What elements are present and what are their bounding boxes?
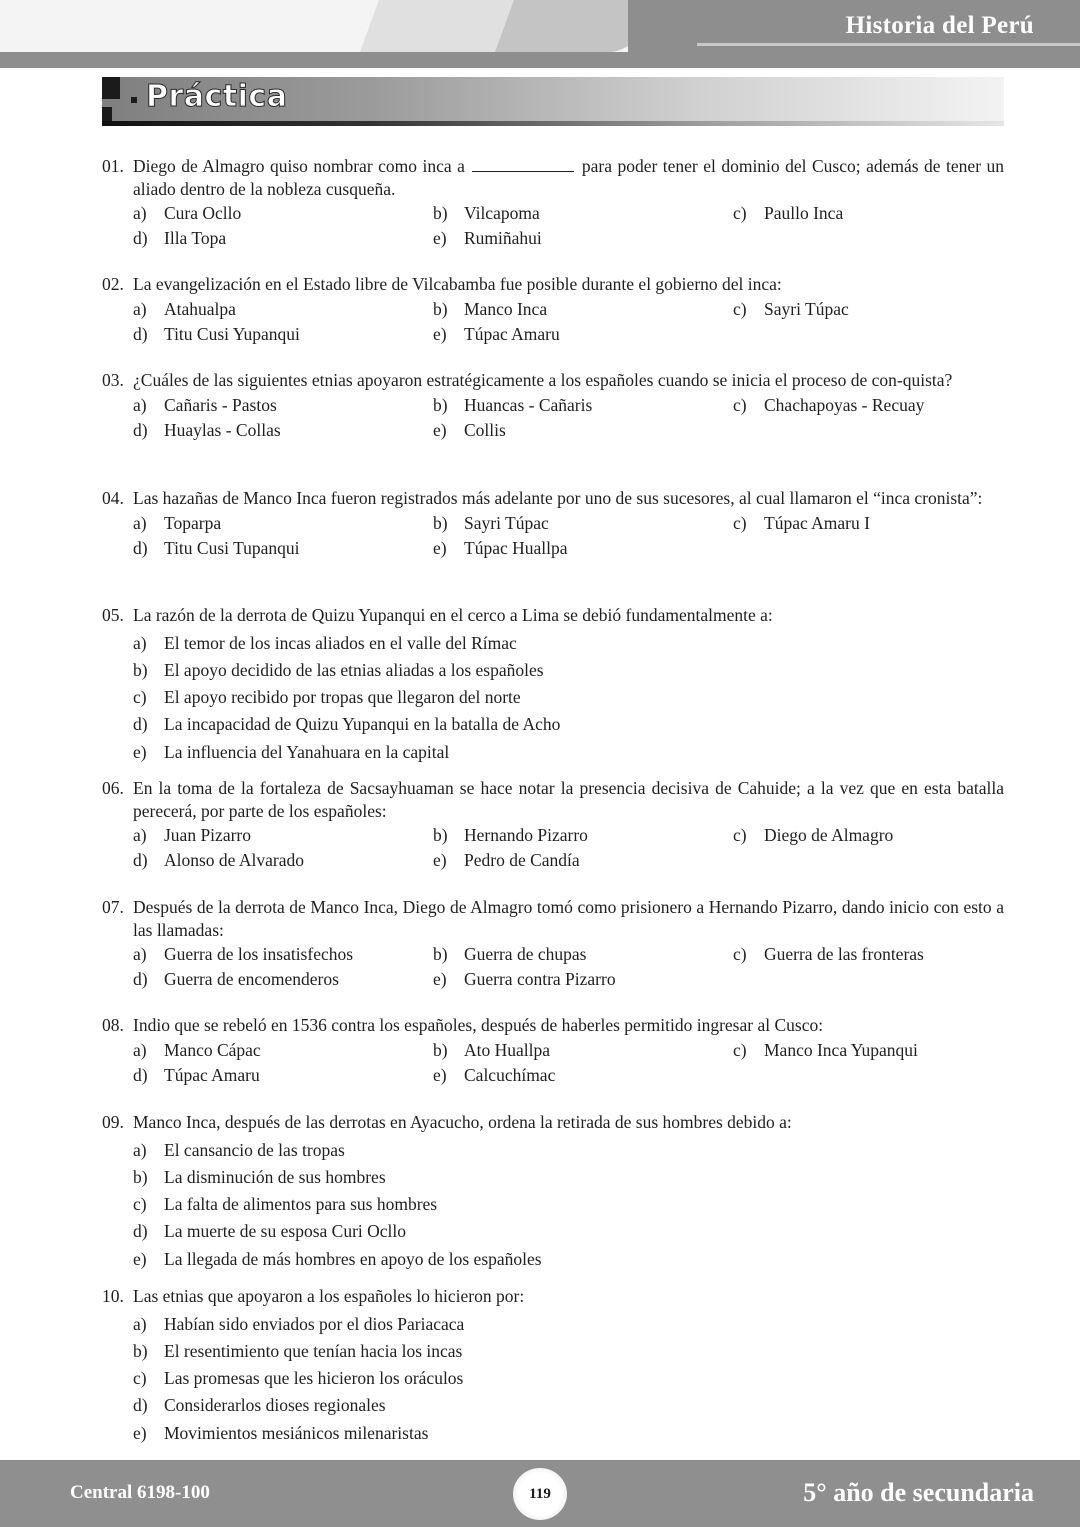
page-footer — [0, 1460, 1080, 1527]
option-letter: b) — [433, 203, 448, 223]
question-02 — [102, 273, 1004, 369]
option-text: Collis — [464, 419, 506, 440]
option-text: Túpac Amaru I — [764, 512, 870, 533]
option-e[interactable] — [433, 227, 733, 250]
option-text: Considerarlos dioses regionales — [164, 1395, 386, 1416]
bullet-icon — [131, 97, 137, 103]
option-letter: d) — [133, 850, 148, 870]
option-letter: e) — [433, 228, 447, 248]
option-letter: a) — [133, 512, 147, 533]
option-letter: b) — [433, 825, 448, 845]
question-text: Después de la derrota de Manco Inca, Diego de Almagro tomó como prisionero a Hernando Pizarro, dando inicio con esto a las llamadas: — [133, 897, 1004, 940]
option-letter: b) — [433, 394, 448, 415]
option-text: Habían sido enviados por el dios Pariacaca — [164, 1313, 465, 1334]
question-text: Las etnias que apoyaron a los españoles lo hicieron por: — [133, 1286, 525, 1306]
question-text-part: para poder tener el dominio del Cusco; además de tener un aliado dentro de la nobleza cusqueña. — [133, 156, 1005, 199]
option-text: Túpac Amaru — [464, 323, 560, 344]
option-b[interactable] — [433, 202, 733, 225]
option-text: Sayri Túpac — [464, 512, 549, 533]
section-banner — [102, 77, 1004, 127]
question-text: ¿Cuáles de las siguientes etnias apoyaron estratégicamente a los españoles cuando se inicia el proceso de con-quista? — [133, 370, 953, 390]
option-letter: a) — [133, 1313, 147, 1334]
option-b[interactable] — [133, 659, 1004, 682]
option-letter: e) — [433, 969, 447, 989]
option-c[interactable] — [733, 824, 1003, 847]
option-text: Chachapoyas - Recuay — [764, 394, 925, 415]
option-text: La muerte de su esposa Curi Ocllo — [164, 1221, 407, 1242]
option-b[interactable] — [433, 824, 733, 847]
banner-square-icon — [102, 77, 120, 99]
option-letter: d) — [133, 537, 148, 558]
option-a[interactable] — [133, 632, 1004, 655]
option-b[interactable] — [433, 1039, 733, 1062]
option-letter: c) — [733, 1039, 747, 1060]
option-text: Guerra de los insatisfechos — [164, 944, 354, 964]
option-text: Guerra de chupas — [464, 944, 587, 964]
option-a[interactable] — [133, 202, 433, 225]
option-text: Cañaris - Pastos — [164, 394, 277, 415]
question-10 — [102, 1285, 1004, 1445]
option-c[interactable] — [733, 394, 1003, 417]
option-text: La falta de alimentos para sus hombres — [164, 1194, 438, 1215]
option-text: Sayri Túpac — [764, 298, 849, 319]
option-e[interactable] — [433, 849, 733, 872]
question-01 — [102, 155, 1004, 273]
question-number: 07. — [102, 897, 124, 917]
options-grid — [102, 943, 1004, 991]
option-letter: a) — [133, 1039, 147, 1060]
question-text: La evangelización en el Estado libre de Vilcabamba fue posible durante el gobierno del inca: — [133, 274, 782, 294]
option-letter: c) — [733, 298, 747, 319]
option-c[interactable] — [133, 1367, 1004, 1390]
option-letter: a) — [133, 632, 147, 653]
page-header — [0, 0, 1080, 68]
option-text: Túpac Amaru — [164, 1064, 260, 1085]
options-grid — [102, 298, 1004, 346]
question-list — [102, 155, 1004, 1445]
option-letter: d) — [133, 419, 148, 440]
question-number: 08. — [102, 1015, 124, 1035]
question-07 — [102, 896, 1004, 1014]
question-09 — [102, 1111, 1004, 1285]
option-text: La disminución de sus hombres — [164, 1166, 386, 1187]
option-letter: a) — [133, 298, 147, 319]
question-text — [133, 155, 1004, 200]
option-letter: b) — [133, 1340, 148, 1361]
option-letter: e) — [133, 1248, 147, 1269]
option-b[interactable] — [433, 394, 733, 417]
option-a[interactable] — [133, 1139, 1004, 1162]
option-letter: a) — [133, 944, 147, 964]
option-c[interactable] — [733, 512, 1003, 535]
option-a[interactable] — [133, 298, 433, 321]
options-grid — [102, 824, 1004, 872]
header-band — [0, 52, 1080, 68]
option-text: La incapacidad de Quizu Yupanqui en la batalla de Acho — [164, 714, 561, 735]
option-c[interactable] — [133, 686, 1004, 709]
options-grid — [102, 512, 1004, 560]
option-text: Rumiñahui — [464, 228, 542, 248]
options-list — [102, 1313, 1004, 1445]
option-text: Alonso de Alvarado — [164, 850, 304, 870]
question-08 — [102, 1014, 1004, 1111]
option-text: Diego de Almagro — [764, 825, 894, 845]
option-text: Guerra de encomenderos — [164, 969, 339, 989]
header-rule — [697, 43, 1080, 46]
option-d[interactable] — [133, 323, 433, 346]
option-d[interactable] — [133, 713, 1004, 736]
option-letter: b) — [433, 944, 448, 964]
question-05 — [102, 604, 1004, 777]
option-d[interactable] — [133, 227, 433, 250]
option-letter: e) — [433, 419, 447, 440]
option-c[interactable] — [133, 1193, 1004, 1216]
option-c[interactable] — [733, 1039, 1003, 1062]
options-list — [102, 632, 1004, 764]
option-text: El temor de los incas aliados en el valle del Rímac — [164, 632, 517, 653]
options-grid — [102, 202, 1004, 250]
question-text: Indio que se rebeló en 1536 contra los españoles, después de haberles permitido ingresar al Cusco: — [133, 1015, 824, 1035]
option-letter: d) — [133, 1221, 148, 1242]
option-text: El resentimiento que tenían hacia los incas — [164, 1340, 463, 1361]
option-letter: b) — [433, 298, 448, 319]
question-number: 01. — [102, 156, 124, 176]
option-letter: d) — [133, 323, 148, 344]
option-letter: a) — [133, 203, 147, 223]
option-letter: e) — [433, 537, 447, 558]
option-text: Titu Cusi Tupanqui — [164, 537, 300, 558]
page-number-badge — [513, 1468, 567, 1520]
option-c[interactable] — [733, 202, 1003, 225]
question-04 — [102, 487, 1004, 604]
option-letter: c) — [733, 944, 747, 964]
option-e[interactable] — [433, 419, 733, 442]
option-letter: e) — [433, 1064, 447, 1085]
option-d[interactable] — [133, 419, 433, 442]
option-a[interactable] — [133, 824, 433, 847]
banner-underline — [102, 121, 1004, 126]
question-number: 05. — [102, 605, 124, 625]
option-e[interactable] — [133, 1422, 1004, 1445]
option-e[interactable] — [433, 1064, 733, 1087]
option-b[interactable] — [433, 512, 733, 535]
question-number: 04. — [102, 488, 124, 508]
question-03 — [102, 369, 1004, 487]
option-letter: b) — [433, 512, 448, 533]
option-letter: b) — [133, 1166, 148, 1187]
option-letter: c) — [733, 512, 747, 533]
option-text: La influencia del Yanahuara en la capital — [164, 741, 450, 762]
option-text: Movimientos mesiánicos milenaristas — [164, 1422, 429, 1443]
option-letter: e) — [133, 1422, 147, 1443]
option-letter: c) — [733, 825, 747, 845]
option-text: Titu Cusi Yupanqui — [164, 323, 300, 344]
option-text: Guerra contra Pizarro — [464, 969, 616, 989]
option-b[interactable] — [133, 1340, 1004, 1363]
option-d[interactable] — [133, 968, 433, 991]
option-e[interactable] — [433, 968, 733, 991]
option-text: La llegada de más hombres en apoyo de los españoles — [164, 1248, 542, 1269]
question-text: Las hazañas de Manco Inca fueron registrados más adelante por uno de sus sucesores, al cual llamaron el “inca cronista”: — [133, 488, 983, 508]
option-letter: d) — [133, 1395, 148, 1416]
option-letter: d) — [133, 969, 148, 989]
option-text: Túpac Huallpa — [464, 537, 568, 558]
option-letter: d) — [133, 228, 148, 248]
option-d[interactable] — [133, 1394, 1004, 1417]
question-number: 03. — [102, 370, 124, 390]
answer-blank — [472, 158, 574, 172]
option-b[interactable] — [433, 943, 733, 966]
option-letter: b) — [433, 1039, 448, 1060]
option-letter: c) — [133, 1368, 147, 1389]
option-text: Manco Inca Yupanqui — [764, 1039, 918, 1060]
option-letter: d) — [133, 1064, 148, 1085]
option-text: Toparpa — [164, 512, 222, 533]
option-text: Manco Cápac — [164, 1039, 261, 1060]
option-letter: c) — [133, 1194, 147, 1215]
contact-phone: Central 6198-100 — [70, 1482, 210, 1503]
option-letter: d) — [133, 714, 148, 735]
option-letter: a) — [133, 825, 147, 845]
option-letter: e) — [133, 741, 147, 762]
option-text: Guerra de las fronteras — [764, 944, 924, 964]
option-b[interactable] — [433, 298, 733, 321]
question-text: La razón de la derrota de Quizu Yupanqui en el cerco a Lima se debió fundamentalmente a: — [133, 605, 773, 625]
option-b[interactable] — [133, 1166, 1004, 1189]
option-letter: c) — [733, 203, 747, 223]
option-d[interactable] — [133, 849, 433, 872]
option-text: Atahualpa — [164, 298, 236, 319]
grade-level: 5° año de secundaria — [803, 1478, 1034, 1507]
option-d[interactable] — [133, 537, 433, 560]
section-title: Práctica — [146, 79, 288, 114]
question-number: 06. — [102, 778, 124, 798]
option-e[interactable] — [433, 323, 733, 346]
option-text: Juan Pizarro — [164, 825, 251, 845]
option-text: El cansancio de las tropas — [164, 1139, 345, 1160]
question-number: 02. — [102, 274, 124, 294]
page-number: 119 — [529, 1485, 551, 1502]
option-text: Cura Ocllo — [164, 203, 242, 223]
option-text: Ato Huallpa — [464, 1039, 551, 1060]
option-letter: e) — [433, 323, 447, 344]
question-text: En la toma de la fortaleza de Sacsayhuaman se hace notar la presencia decisiva de Cahuide; a la vez que en esta batalla perecerá, por parte de los españoles: — [133, 778, 1004, 821]
option-text: Las promesas que les hicieron los oráculos — [164, 1368, 464, 1389]
question-06 — [102, 777, 1004, 896]
option-text: El apoyo recibido por tropas que llegaron del norte — [164, 687, 521, 708]
option-letter: b) — [133, 659, 148, 680]
option-e[interactable] — [133, 741, 1004, 764]
option-letter: c) — [733, 394, 747, 415]
option-text: Huaylas - Collas — [164, 419, 281, 440]
option-a[interactable] — [133, 943, 433, 966]
option-a[interactable] — [133, 1039, 433, 1062]
options-grid — [102, 394, 1004, 442]
option-d[interactable] — [133, 1064, 433, 1087]
option-c[interactable] — [733, 943, 1003, 966]
option-e[interactable] — [433, 537, 733, 560]
option-text: Vilcapoma — [464, 203, 540, 223]
option-text: Calcuchímac — [464, 1064, 556, 1085]
option-a[interactable] — [133, 394, 433, 417]
option-text: Illa Topa — [164, 228, 227, 248]
question-number: 10. — [102, 1286, 124, 1306]
option-text: Paullo Inca — [764, 203, 844, 223]
option-a[interactable] — [133, 1313, 1004, 1336]
option-text: Hernando Pizarro — [464, 825, 588, 845]
option-d[interactable] — [133, 1220, 1004, 1243]
option-text: El apoyo decidido de las etnias aliadas a los españoles — [164, 659, 544, 680]
option-a[interactable] — [133, 512, 433, 535]
option-letter: c) — [133, 687, 147, 708]
options-list — [102, 1139, 1004, 1271]
options-grid — [102, 1039, 1004, 1087]
banner-square-icon — [102, 107, 112, 121]
question-number: 09. — [102, 1112, 124, 1132]
option-c[interactable] — [733, 298, 1003, 321]
question-text: Manco Inca, después de las derrotas en Ayacucho, ordena la retirada de sus hombres debido a: — [133, 1112, 792, 1132]
course-title: Historia del Perú — [845, 12, 1034, 39]
option-letter: a) — [133, 1139, 147, 1160]
option-e[interactable] — [133, 1248, 1004, 1271]
question-text-part: Diego de Almagro quiso nombrar como inca a — [133, 156, 465, 176]
option-text: Huancas - Cañaris — [464, 394, 593, 415]
option-letter: e) — [433, 850, 447, 870]
option-letter: a) — [133, 394, 147, 415]
option-text: Manco Inca — [464, 298, 548, 319]
option-text: Pedro de Candía — [464, 850, 580, 870]
